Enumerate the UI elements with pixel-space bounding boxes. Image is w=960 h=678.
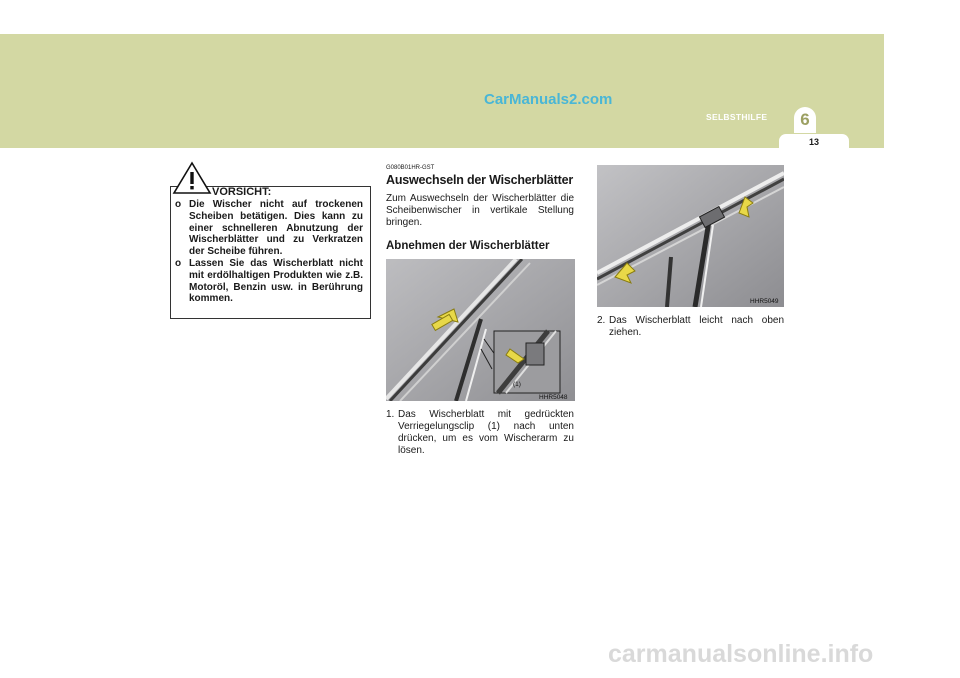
figure-wiper-pull <box>597 165 784 307</box>
header-band <box>0 34 884 148</box>
chapter-number: 6 <box>794 107 816 133</box>
wiper-illustration-2 <box>597 165 784 307</box>
page-number: 13 <box>779 134 849 148</box>
wiper-illustration-1 <box>386 259 575 401</box>
warning-title: VORSICHT: <box>212 186 272 198</box>
warning-item-text: Lassen Sie das Wischerblatt nicht mit erdölhaltigen Produkten wie z.B. Motoröl, Benzin usw. in Berührung kommen. <box>189 257 363 305</box>
figure-code: HHR5048 <box>539 394 568 401</box>
warning-item <box>175 258 363 305</box>
step-item <box>386 409 574 457</box>
step-item <box>597 315 784 339</box>
callout-label: (1) <box>513 381 521 388</box>
figure-code: HHR5049 <box>750 298 779 305</box>
warning-item <box>175 199 363 258</box>
section-title: Auswechseln der Wischerblätter <box>386 173 574 187</box>
step-text: Das Wischerblatt leicht nach oben ziehen. <box>609 315 784 338</box>
watermark-link[interactable]: CarManuals2.com <box>484 91 613 108</box>
warning-triangle-icon <box>172 161 212 195</box>
warning-list <box>175 199 363 305</box>
figure-wiper-removal <box>386 259 575 401</box>
section-intro: Zum Auswechseln der Wischerblätter die Scheibenwischer in vertikale Stellung bringen. <box>386 193 574 228</box>
warning-item-text: Die Wischer nicht auf trockenen Scheiben betätigen. Dies kann zu einer schnelleren Abnutzung der Wischerblätter und zu Verkratzen der Scheibe führen. <box>189 199 363 258</box>
step-text: Das Wischerblatt mit gedrückten Verriegelungsclip (1) nach unten drücken, um es vom Wischerarm zu lösen. <box>398 409 574 456</box>
step-number: 2. <box>597 315 606 326</box>
step-number: 1. <box>386 409 395 420</box>
bullet: o <box>175 257 182 269</box>
bullet: o <box>175 199 182 210</box>
chapter-name: SELBSTHILFE <box>706 112 768 122</box>
section-code: G080B01HR-GST <box>386 165 435 171</box>
section-subtitle: Abnehmen der Wischerblätter <box>386 240 550 252</box>
footer-watermark: carmanualsonline.info <box>608 640 874 668</box>
